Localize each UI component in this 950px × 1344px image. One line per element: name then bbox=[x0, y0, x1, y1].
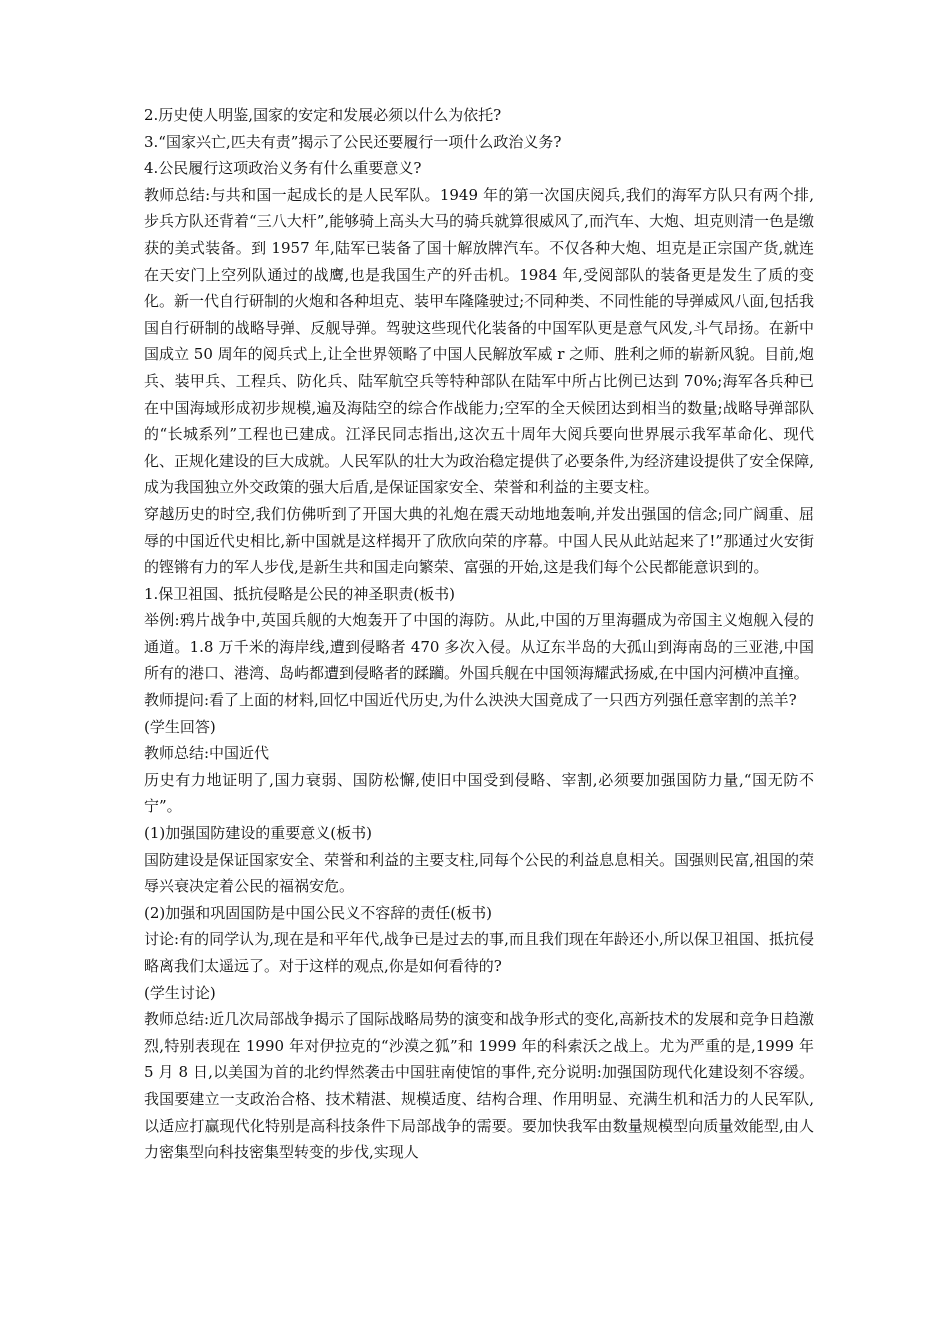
teacher-question: 教师提问:看了上面的材料,回忆中国近代历史,为什么泱泱大国竟成了一只西方列强任意宰割的羔羊? bbox=[144, 691, 797, 710]
teacher-summary-modern: 教师总结:中国近代 bbox=[144, 744, 270, 763]
student-answer-note: (学生回答) bbox=[144, 717, 216, 736]
document-page bbox=[144, 102, 814, 1166]
teacher-summary-wars: 教师总结:近几次局部战争揭示了国际战略局势的演变和战争形式的变化,高新技术的发展和竞争日趋激烈,特别表现在 1990 年对伊拉克的“沙漠之狐”和 1999 年的科索沃之战上。尤为严重的是,1999 年 5 月 8 日,以美国为首的北约悍然袭击中国驻南使馆的事件,充分说明:加强国防现代化建设刻不容缓。我国要建立一支政治合格、技术精湛、规模适度、结构合理、作用明显、充满生机和活力的人民军队,以适应打赢现代化特别是高科技条件下局部战争的需要。要加快我军由数量规模型向质量效能型,由人力密集型向科技密集型转变的步伐,实现人 bbox=[144, 1010, 814, 1162]
example-opium-war: 举例:鸦片战争中,英国兵舰的大炮轰开了中国的海防。从此,中国的万里海疆成为帝国主义炮舰入侵的通道。1.8 万千米的海岸线,遭到侵略者 470 多次入侵。从辽东半岛的大孤山到海南岛的三亚港,中国所有的港口、港湾、岛屿都遭到侵略者的蹂躏。外国兵舰在中国领海耀武扬威,在中国内河横冲直撞。 bbox=[144, 611, 814, 683]
history-proof-paragraph: 历史有力地证明了,国力衰弱、国防松懈,使旧中国受到侵略、宰割,必须要加强国防力量,“国无防不宁”。 bbox=[144, 770, 814, 816]
question-2: 2.历史使人明鉴,国家的安定和发展必须以什么为依托? bbox=[144, 106, 502, 124]
teacher-summary-army: 教师总结:与共和国一起成长的是人民军队。1949 年的第一次国庆阅兵,我们的海军方队只有两个排,步兵方队还背着“三八大杆”,能够骑上高头大马的骑兵就算很威风了,而汽车、大炮、坦克则清一色是缴获的美式装备。到 1957 年,陆军已装备了国十解放牌汽车。不仅各种大炮、坦克是正宗国产货,就连在天安门上空列队通过的战鹰,也是我国生产的歼击机。1984 年,受阅部队的装备更是发生了质的变化。新一代自行研制的火炮和各种坦克、装甲车隆隆驶过;不同种类、不同性能的导弹威风八面,包括我国自行研制的战略导弹、反舰导弹。驾驶这些现代化装备的中国军队更是意气风发,斗气昂扬。在新中国成立 50 周年的阅兵式上,让全世界领略了中国人民解放军威 r 之师、胜利之师的崭新风貌。目前,炮兵、装甲兵、工程兵、防化兵、陆军航空兵等特种部队在陆军中所占比例已达到 70%;海军各兵种已在中国海域形成初步规模,遍及海陆空的综合作战能力;空军的全天候团达到相当的数量;战略导弹部队的“长城系列”工程也已建成。江泽民同志指出,这次五十周年大阅兵要向世界展示我军革命化、现代化、正规化建设的巨大成就。人民军队的壮大为政治稳定提供了必要条件,为经济建设提供了安全保障,成为我国独立外交政策的强大后盾,是保证国家安全、荣誉和利益的主要支柱。 bbox=[144, 185, 814, 497]
discussion-paragraph: 讨论:有的同学认为,现在是和平年代,战争已是过去的事,而且我们现在年龄还小,所以保卫祖国、抵抗侵略离我们太遥远了。对于这样的观点,你是如何看待的? bbox=[144, 930, 814, 975]
history-reflection-paragraph: 穿越历史的时空,我们仿佛听到了开国大典的礼炮在震天动地地轰响,并发出强国的信念;同广阔重、屈辱的中国近代史相比,新中国就是这样揭开了欣欣向荣的序幕。中国人民从此站起来了!”那通过火安街的铿锵有力的军人步伐,是新生共和国走向繁荣、富强的开始,这是我们每个公民都能意识到的。 bbox=[144, 504, 814, 577]
board-heading-responsibility: (2)加强和巩固国防是中国公民义不容辞的责任(板书) bbox=[144, 903, 492, 922]
board-heading-importance: (1)加强国防建设的重要意义(板书) bbox=[144, 824, 372, 843]
question-3: 3.“国家兴亡,匹夫有责”揭示了公民还要履行一项什么政治义务? bbox=[144, 132, 562, 151]
question-4: 4.公民履行这项政治义务有什么重要意义? bbox=[144, 159, 422, 178]
student-discussion-note: (学生讨论) bbox=[144, 983, 216, 1002]
board-heading-duty: 1.保卫祖国、抵抗侵略是公民的神圣职责(板书) bbox=[144, 584, 456, 603]
defense-importance-paragraph: 国防建设是保证国家安全、荣誉和利益的主要支柱,同每个公民的利益息息相关。国强则民富,祖国的荣辱兴衰决定着公民的福祸安危。 bbox=[144, 850, 814, 896]
